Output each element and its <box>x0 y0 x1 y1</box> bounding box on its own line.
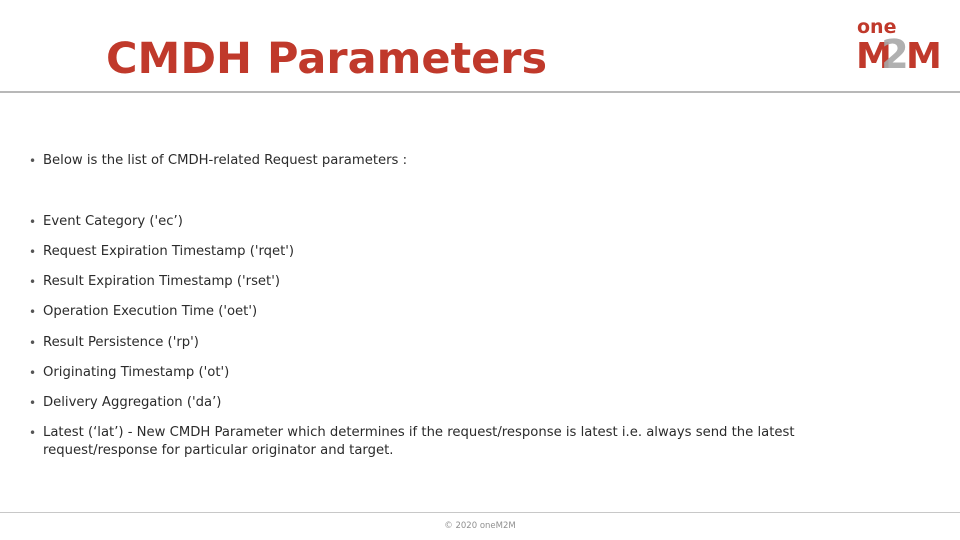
slide-title: CMDH Parameters <box>106 34 548 84</box>
bullet-icon: • <box>29 366 37 380</box>
svg-text:one: one <box>857 16 897 38</box>
bullet-item: • Originating Timestamp ('ot') <box>29 365 230 380</box>
bullet-icon: • <box>29 275 37 289</box>
footer-divider <box>0 512 960 513</box>
bullet-icon: • <box>29 154 37 168</box>
bullet-item: • Operation Execution Time ('oet') <box>29 304 258 319</box>
bullet-icon: • <box>29 305 37 319</box>
bullet-item: • Event Category ('ec’) <box>29 214 183 229</box>
bullet-item: • Below is the list of CMDH-related Request parameters : <box>29 153 408 168</box>
svg-text:2: 2 <box>881 32 909 70</box>
copyright-footer: © 2020 oneM2M <box>444 521 516 531</box>
svg-text:M: M <box>906 36 940 70</box>
bullet-icon: • <box>29 336 37 350</box>
bullet-icon: • <box>29 215 37 229</box>
bullet-item: • Latest (‘lat’) - New CMDH Parameter which determines if the request/response is latest i.e. always send the latest request/response for particular originator and target. <box>29 425 795 458</box>
bullet-icon: • <box>29 426 37 440</box>
header-divider <box>0 91 960 93</box>
bullet-item: • Delivery Aggregation ('da’) <box>29 395 222 410</box>
onem2m-logo <box>856 16 942 70</box>
bullet-icon: • <box>29 396 37 410</box>
bullet-item: • Result Expiration Timestamp ('rset') <box>29 274 280 289</box>
svg-text:M: M <box>856 36 890 70</box>
bullet-icon: • <box>29 245 37 259</box>
bullet-item: • Result Persistence ('rp') <box>29 335 199 350</box>
bullet-item: • Request Expiration Timestamp ('rqet') <box>29 244 295 259</box>
